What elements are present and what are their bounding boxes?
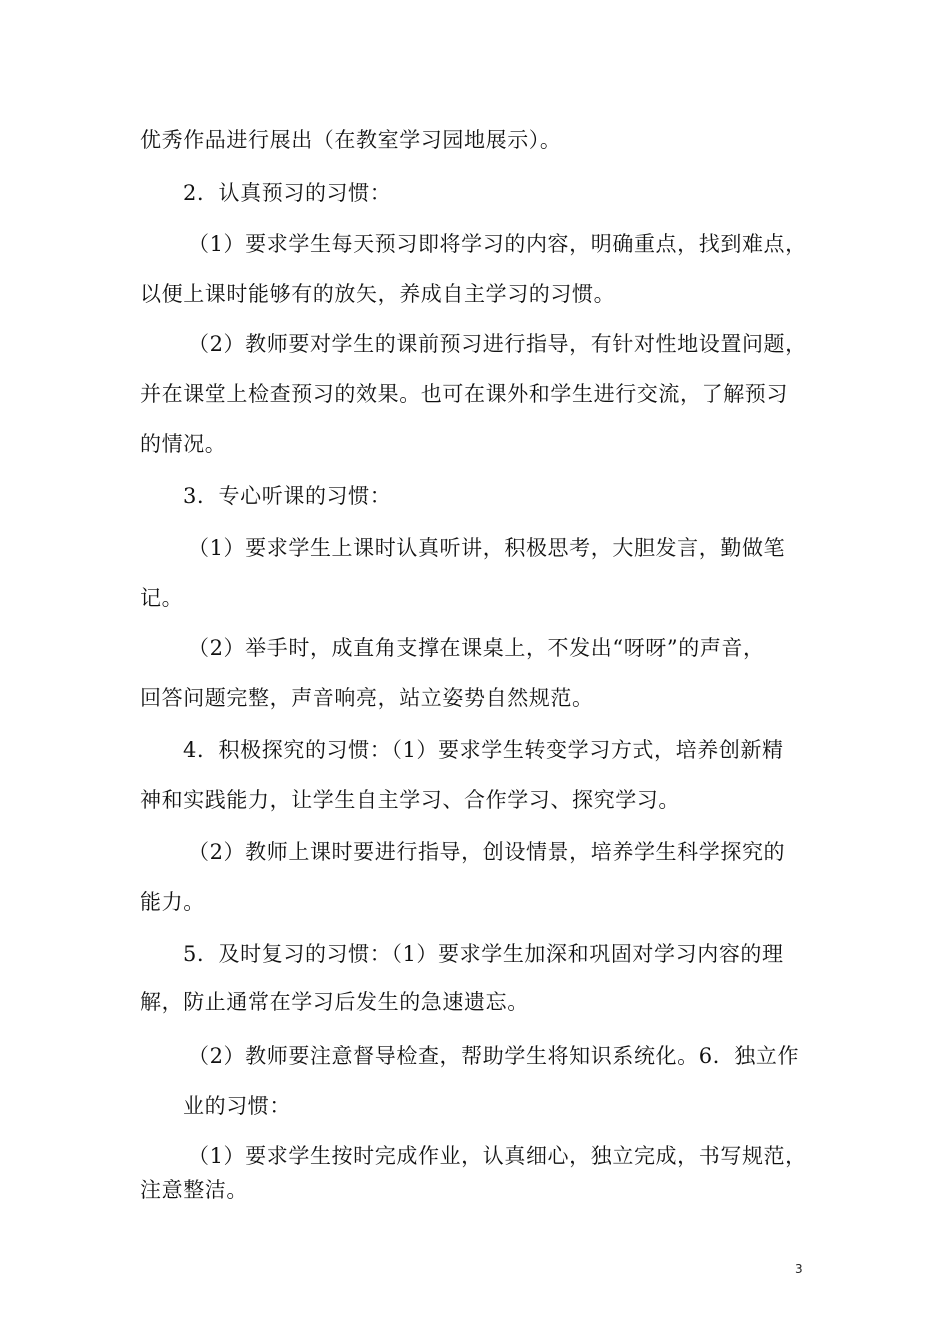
text-line: （1）要求学生上课时认真听讲，积极思考，大胆发言，勤做笔: [188, 536, 786, 560]
text-line: （2）举手时，成直角支撑在课桌上，不发出“呀呀”的声音，: [188, 636, 765, 660]
text-line: 记。: [140, 586, 184, 610]
text-line: 优秀作品进行展出（在教室学习园地展示）。: [140, 128, 562, 152]
page-number: 3: [795, 1262, 803, 1276]
text-line: 2．认真预习的习惯：: [183, 181, 392, 205]
text-line: 能力。: [140, 890, 205, 914]
text-line: 神和实践能力，让学生自主学习、合作学习、探究学习。: [140, 788, 680, 812]
text-line: 3．专心听课的习惯：: [183, 484, 392, 508]
text-line: （1）要求学生按时完成作业，认真细心，独立完成，书写规范，: [188, 1144, 807, 1168]
text-line: 5．及时复习的习惯：（1）要求学生加深和巩固对学习内容的理: [183, 942, 784, 966]
text-line: 以便上课时能够有的放矢，养成自主学习的习惯。: [140, 282, 616, 306]
text-line: （2）教师要注意督导检查，帮助学生将知识系统化。6．独立作: [188, 1044, 800, 1068]
text-line: （2）教师要对学生的课前预习进行指导，有针对性地设置问题，: [188, 332, 807, 356]
text-line: 的情况。: [140, 432, 227, 456]
text-line: 注意整洁。: [140, 1178, 248, 1202]
text-line: 解，防止通常在学习后发生的急速遗忘。: [140, 990, 529, 1014]
text-line: （2）教师上课时要进行指导，创设情景，培养学生科学探究的: [188, 840, 786, 864]
text-line: （1）要求学生每天预习即将学习的内容，明确重点，找到难点，: [188, 232, 807, 256]
text-line: 回答问题完整，声音响亮，站立姿势自然规范。: [140, 686, 594, 710]
text-line: 4．积极探究的习惯：（1）要求学生转变学习方式，培养创新精: [183, 738, 784, 762]
text-line: 业的习惯：: [183, 1094, 291, 1118]
text-line: 并在课堂上检查预习的效果。也可在课外和学生进行交流，了解预习: [140, 382, 788, 406]
